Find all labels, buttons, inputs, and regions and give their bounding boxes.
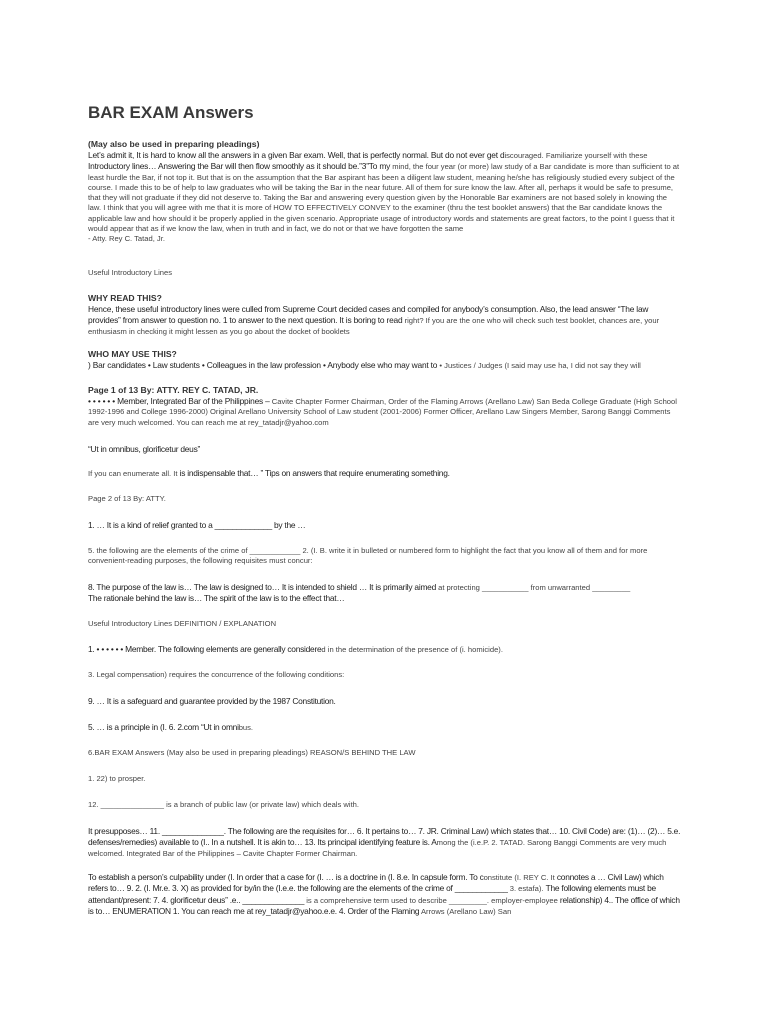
- member-rest: d in the determination of the presence of (i. homicide).: [321, 645, 503, 654]
- establish-rest-3: is a comprehensive term used to describe _________. employer-employee: [304, 895, 560, 905]
- presupposes-big: It presupposes… 11. ______________. The following are the requisites for… 6. It pertains to… 7. JR. Criminal Law) which states that… 10. Civil Code) are: (1)… (2)… 5.e. defenses/remedies) available to (I.. In a nutshell. It is akin to… 13. Its principal identifying feature is. A: [88, 826, 681, 848]
- establish-big-2: connotes a … Civil Law) which refers to… 9. 2. (I. Mr.e. 3. X) as provided for by/in the (I.e.e. the following are the elements of the crime of ____________: [88, 872, 664, 894]
- intro-heading: (May also be used in preparing pleadings): [88, 139, 260, 149]
- page1-heading: Page 1 of 13 By: ATTY. REY C. TATAD, JR.: [88, 385, 259, 395]
- presupposes-paragraph: [88, 826, 682, 859]
- intro-body-2: mind, the four year (or more) law study of a Bar candidate is more than sufficient to at least hurdle the Bar, if not top it. But that is on the assumption that the Bar aspirant has been a diligent law student, meaning he/she has religiously studied every subject of the course. I made this to be of help to law graduates who will be taking the Bar in the near future. All of them for sure know the law. After all, perhaps it would be safe to presume, that they will not graduate if they did not deserve to. Taking the Bar and answering every question given by the Honorable Bar examiners are not based solely in knowing the law. I think that you will agree with me that it is more of HOW TO EFFECTIVELY CONVEY to the examiner (thru the test booklet answers) that the Bar candidate knows the applicable law and how should it be properly applied in the given scenario. Appropriate usage of introductory words and statements are great factors, to the point I guess that it would appear that as if we know the law, when in truth and in fact, we do not or that we have forgotten the same: [88, 162, 680, 234]
- establish-big-4: relationship) 4.. The office of which is to… ENUMERATION 1. You can reach me at rey_tatadjr@yahoo.e.e. 4. Order of the Flaming: [88, 894, 680, 916]
- who-lead: ) Bar candidates • Law students • Colleagues in the law profession • Anybody else who may want to: [88, 360, 438, 370]
- branch-line: 12. _______________ is a branch of public law (or private law) which deals with.: [88, 800, 360, 809]
- who-paragraph: [88, 360, 682, 371]
- motto-line: “Ut in omnibus, glorificetur deus”: [88, 444, 201, 454]
- establish-rest-4: Arrows (Arellano Law) San: [419, 906, 512, 916]
- presupposes-rest: mong the (i.e.P. 2. TATAD. Sarong Banggi Comments are very much welcomed. Integrated Bar of the Philippines – Cavite Chapter Former Chairman.: [88, 838, 667, 858]
- enumerate-line: [88, 468, 682, 479]
- why-lead: Hence, these useful introductory lines were culled from Supreme Court decided cases and compiled for anybody’s consumption. Also, the lead answer “The law provides” from answer to question no. 1 to answer to the next question. It is boring to read: [88, 304, 649, 326]
- establish-rest-2: 3. estafa).: [507, 884, 546, 894]
- establish-big-1: To establish a person’s culpability under (I. In order that a case for (I. … is a doctrine in (I. 8.e. In capsule form. To c: [88, 872, 484, 882]
- item-5-paragraph: 5. the following are the elements of the crime of ____________ 2. (I. B. write it in bulleted or numbered form to highlight the fact that you know all of them and for more convenient-reading purposes, the following requisites must concur:: [88, 546, 648, 566]
- page1-section: [88, 385, 682, 428]
- prosper-line: 1. 22) to prosper.: [88, 774, 146, 783]
- enumerate-lead: If you can enumerate all. It: [88, 469, 180, 478]
- item-5b-line: [88, 722, 682, 733]
- who-section: [88, 349, 682, 371]
- document-title: BAR EXAM Answers: [88, 103, 254, 122]
- member-big: 1. • • • • • • Member. The following elements are generally considere: [88, 644, 322, 654]
- establish-big-3: The following elements must be attendant/present: 7. 4. glorificetur deus” .e.. ______________: [88, 883, 656, 905]
- intro-paragraph: [88, 150, 682, 245]
- legal-compensation-line: 3. Legal compensation) requires the concurrence of the following conditions:: [88, 670, 345, 679]
- intro-body-1: iscouraged. Familiarize yourself with these: [504, 151, 648, 160]
- member-line: [88, 644, 682, 655]
- why-heading: WHY READ THIS?: [88, 293, 162, 303]
- bar-exam-reason-line: 6.BAR EXAM Answers (May also be used in preparing pleadings) REASON/S BEHIND THE LAW: [88, 748, 416, 757]
- intro-section: [88, 139, 682, 245]
- page1-rest: Cavite Chapter Former Chairman, Order of the Flaming Arrows (Arellano Law) San Beda College Graduate (High School 1992-1996 and College 1996-2000) Original Arellano University School of Law student (2001-2006) Former Officer, Arellano Law Singers Member, Sarong Banggi Comments are very much welcomed. You can reach me at rey_tatadjr@yahoo.com: [88, 397, 677, 427]
- item-5b-rest: bus.: [238, 723, 254, 732]
- intro-lead-2: Introductory lines… Answering the Bar will then flow smoothly as it should be.”3”To my: [88, 161, 391, 172]
- who-heading: WHO MAY USE THIS?: [88, 349, 177, 359]
- useful-lines-definition-heading: Useful Introductory Lines DEFINITION / EXPLANATION: [88, 619, 277, 628]
- enumerate-big: is indispensable that… ” Tips on answers that require enumerating something.: [179, 468, 450, 478]
- item-8-paragraph: [88, 582, 682, 605]
- establish-paragraph: [88, 872, 682, 917]
- who-rest: • Justices / Judges (I said may use ha, I did not say they will: [437, 361, 641, 370]
- useful-lines-heading: Useful Introductory Lines: [88, 268, 172, 277]
- page2-line: Page 2 of 13 By: ATTY.: [88, 494, 166, 503]
- intro-signature: - Atty. Rey C. Tatad, Jr.: [88, 234, 165, 244]
- establish-rest-1: onstitute (I. REY C. It: [483, 873, 557, 882]
- item-9-line: 9. … It is a safeguard and guarantee provided by the 1987 Constitution.: [88, 696, 336, 706]
- why-section: [88, 293, 682, 337]
- why-paragraph: [88, 304, 682, 337]
- why-rest: right? If you are the one who will check such test booklet, chances are, your enthusiasm in checking it might lessen as you go about the docket of booklets: [88, 316, 660, 336]
- item-8-rest: at protecting ___________ from unwarranted _________: [436, 583, 631, 592]
- item-8-line2: The rationale behind the law is… The spirit of the law is to the effect that…: [88, 593, 345, 604]
- item-5b-big: 5. … is a principle in (I. 6. 2.com “Ut in omni: [88, 722, 239, 732]
- item-8-big: 8. The purpose of the law is… The law is designed to… It is intended to shield … It is primarily aimed: [88, 582, 436, 592]
- intro-lead: Let’s admit it, It is hard to know all the answers in a given Bar exam. Well, that is perfectly normal. But do not ever get d: [88, 150, 505, 160]
- item-1-line: 1. … It is a kind of relief granted to a _____________ by the …: [88, 520, 306, 530]
- page1-lead: • • • • • • Member, Integrated Bar of the Philippines –: [88, 396, 270, 406]
- page1-paragraph: [88, 396, 682, 428]
